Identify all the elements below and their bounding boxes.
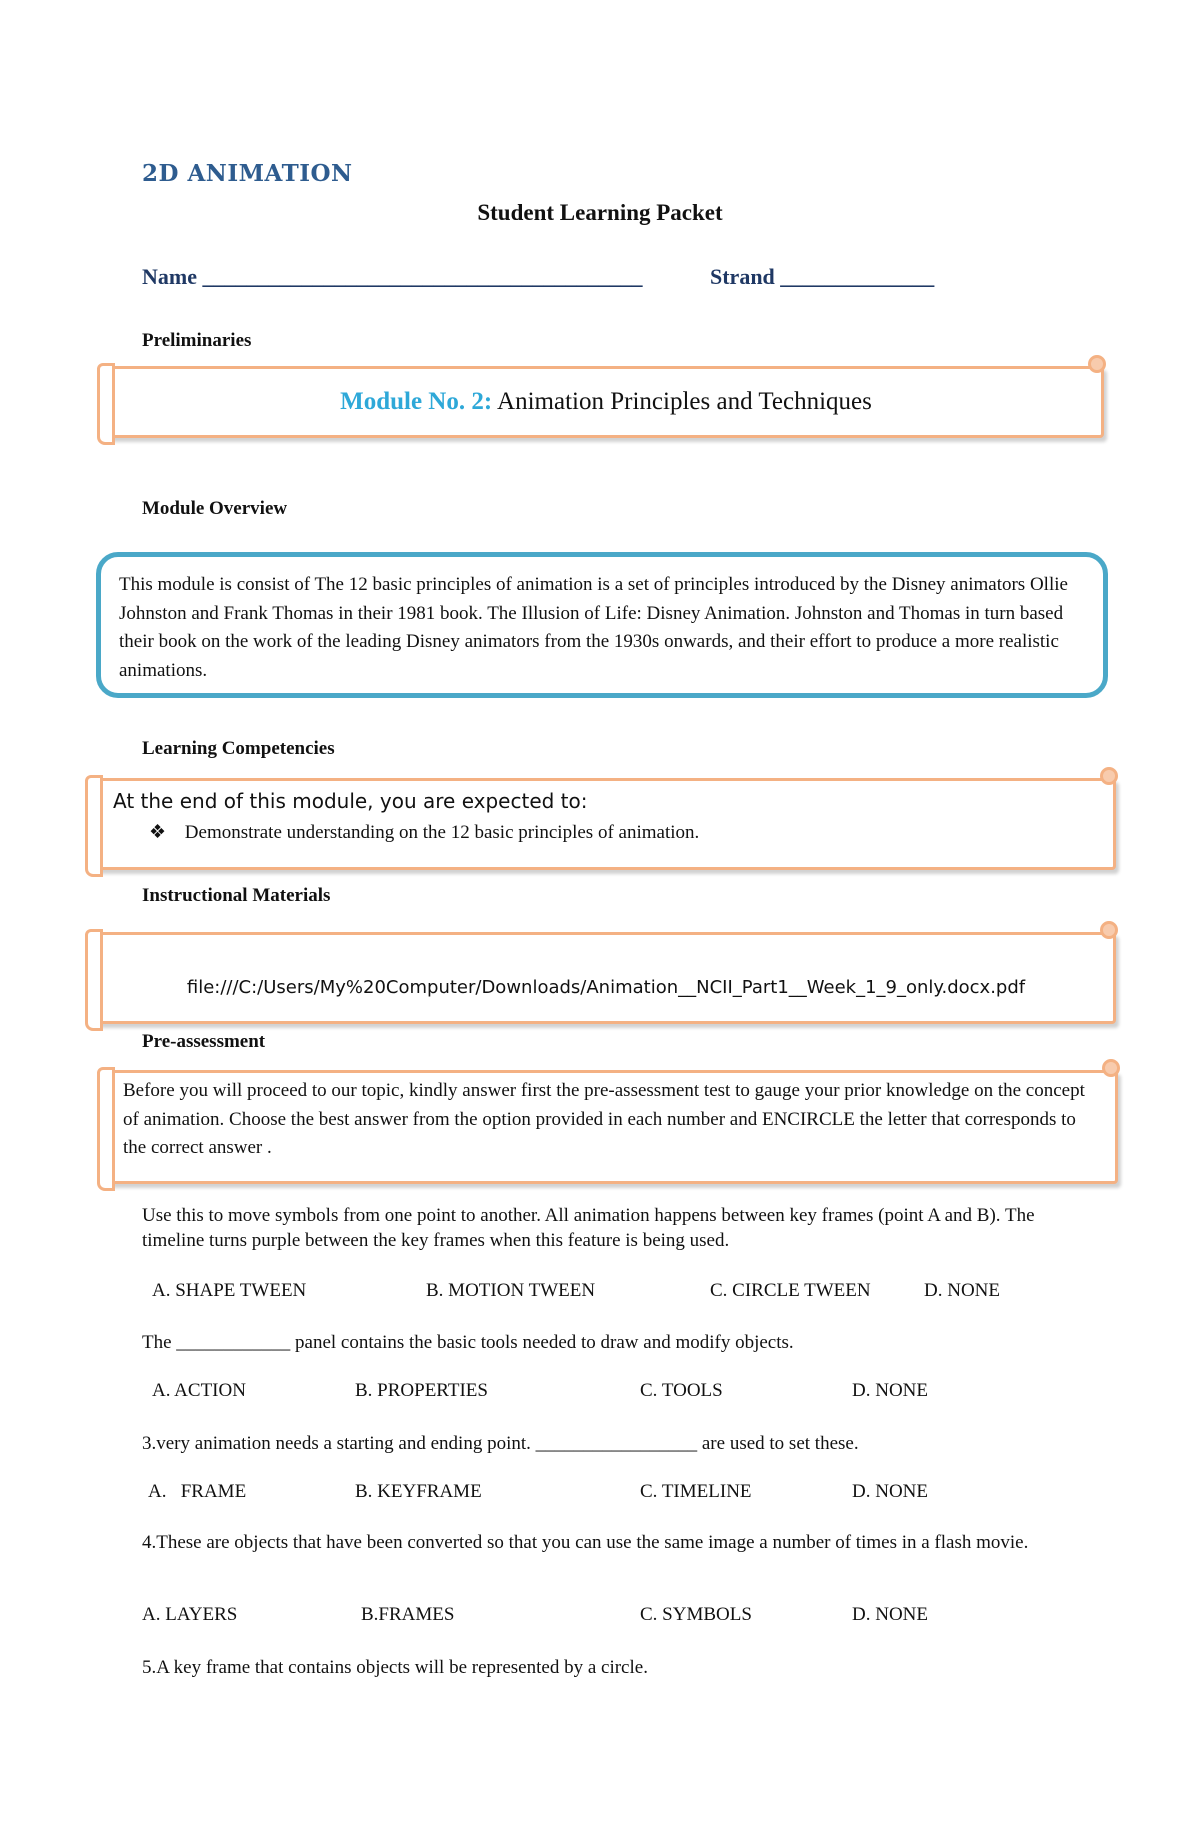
document-title: 2D ANIMATION xyxy=(142,160,353,187)
q4-option-c[interactable]: C. SYMBOLS xyxy=(640,1604,752,1625)
competency-text: Demonstrate understanding on the 12 basic principles of animation. xyxy=(184,822,700,843)
name-label: Name xyxy=(142,264,197,289)
question-3: 3.very animation needs a starting and ending point. _________________ are used to set these. xyxy=(142,1433,859,1454)
q1-option-d[interactable]: D. NONE xyxy=(924,1280,1000,1301)
q2-option-d[interactable]: D. NONE xyxy=(852,1380,928,1401)
question-5: 5.A key frame that contains objects will be represented by a circle. xyxy=(142,1657,648,1678)
module-overview-text: This module is consist of The 12 basic principles of animation is a set of principles introduced by the Disney animators Ollie Johnston and Frank Thomas in their 1981 book. The Illusion of Life: Disney Animation. Johnston and Thomas in turn based their book on the work of the leading Disney animators from the 1930s onwards, and their effort to produce a more realistic animations. xyxy=(119,574,1068,681)
strand-blank[interactable]: ______________ xyxy=(780,264,935,289)
scroll-curl-right xyxy=(1102,1059,1120,1077)
scroll-curl-right xyxy=(1088,355,1106,373)
name-blank[interactable]: ________________________________________ xyxy=(202,264,643,289)
scroll-curl-left xyxy=(97,1067,115,1191)
strand-row xyxy=(710,264,934,290)
strand-label: Strand xyxy=(710,264,775,289)
document-subtitle: Student Learning Packet xyxy=(477,200,723,225)
learning-competencies-label: Learning Competencies xyxy=(142,738,335,759)
q4-option-b[interactable]: B.FRAMES xyxy=(361,1604,455,1625)
module-title: Animation Principles and Techniques xyxy=(492,388,872,415)
competencies-scroll xyxy=(96,778,1116,870)
instructional-materials-label: Instructional Materials xyxy=(142,885,331,906)
q3-option-b[interactable]: B. KEYFRAME xyxy=(355,1481,482,1502)
scroll-curl-right xyxy=(1100,921,1118,939)
question-2: The ____________ panel contains the basic tools needed to draw and modify objects. xyxy=(142,1332,794,1353)
q2-option-c[interactable]: C. TOOLS xyxy=(640,1380,723,1401)
competency-item xyxy=(149,821,699,844)
scroll-curl-left xyxy=(85,775,103,877)
module-number: Module No. 2: xyxy=(340,388,493,415)
name-row xyxy=(142,264,642,290)
diamond-bullet-icon: ❖ xyxy=(149,822,167,843)
q2-option-b[interactable]: B. PROPERTIES xyxy=(355,1380,488,1401)
preliminaries-label: Preliminaries xyxy=(142,330,252,351)
q4-option-d[interactable]: D. NONE xyxy=(852,1604,928,1625)
module-scroll-banner xyxy=(108,366,1104,438)
q1-option-c[interactable]: C. CIRCLE TWEEN xyxy=(710,1280,871,1301)
q3-option-c[interactable]: C. TIMELINE xyxy=(640,1481,752,1502)
question-1: Use this to move symbols from one point to another. All animation happens between key frames (point A and B). The timeline turns purple between the key frames when this feature is being used. xyxy=(142,1205,1035,1251)
module-heading xyxy=(111,388,1101,416)
q1-option-a[interactable]: A. SHAPE TWEEN xyxy=(152,1280,307,1301)
scroll-curl-left xyxy=(85,929,103,1031)
q3-option-d[interactable]: D. NONE xyxy=(852,1481,928,1502)
module-overview-box xyxy=(96,552,1108,698)
q2-option-a[interactable]: A. ACTION xyxy=(152,1380,246,1401)
module-overview-label: Module Overview xyxy=(142,498,288,519)
pre-assessment-scroll xyxy=(108,1070,1118,1184)
scroll-curl-right xyxy=(1100,767,1118,785)
materials-scroll xyxy=(96,932,1116,1024)
materials-link[interactable]: file:///C:/Users/My%20Computer/Downloads/Animation__NCII_Part1__Week_1_9_only.docx.pdf xyxy=(186,976,1026,998)
question-4: 4.These are objects that have been converted so that you can use the same image a number of times in a flash movie. xyxy=(142,1532,1029,1553)
q3-option-a[interactable]: A. FRAME xyxy=(148,1481,247,1502)
scroll-curl-left xyxy=(97,363,115,445)
competencies-heading: At the end of this module, you are expected to: xyxy=(113,789,588,813)
q1-option-b[interactable]: B. MOTION TWEEN xyxy=(426,1280,596,1301)
pre-assessment-label: Pre-assessment xyxy=(142,1031,266,1052)
pre-assessment-instructions: Before you will proceed to our topic, kindly answer first the pre-assessment test to gauge your prior knowledge on the concept of animation. Choose the best answer from the option provided in each number and ENCIRCLE the letter that corresponds to the correct answer . xyxy=(123,1080,1085,1158)
q4-option-a[interactable]: A. LAYERS xyxy=(142,1604,238,1625)
